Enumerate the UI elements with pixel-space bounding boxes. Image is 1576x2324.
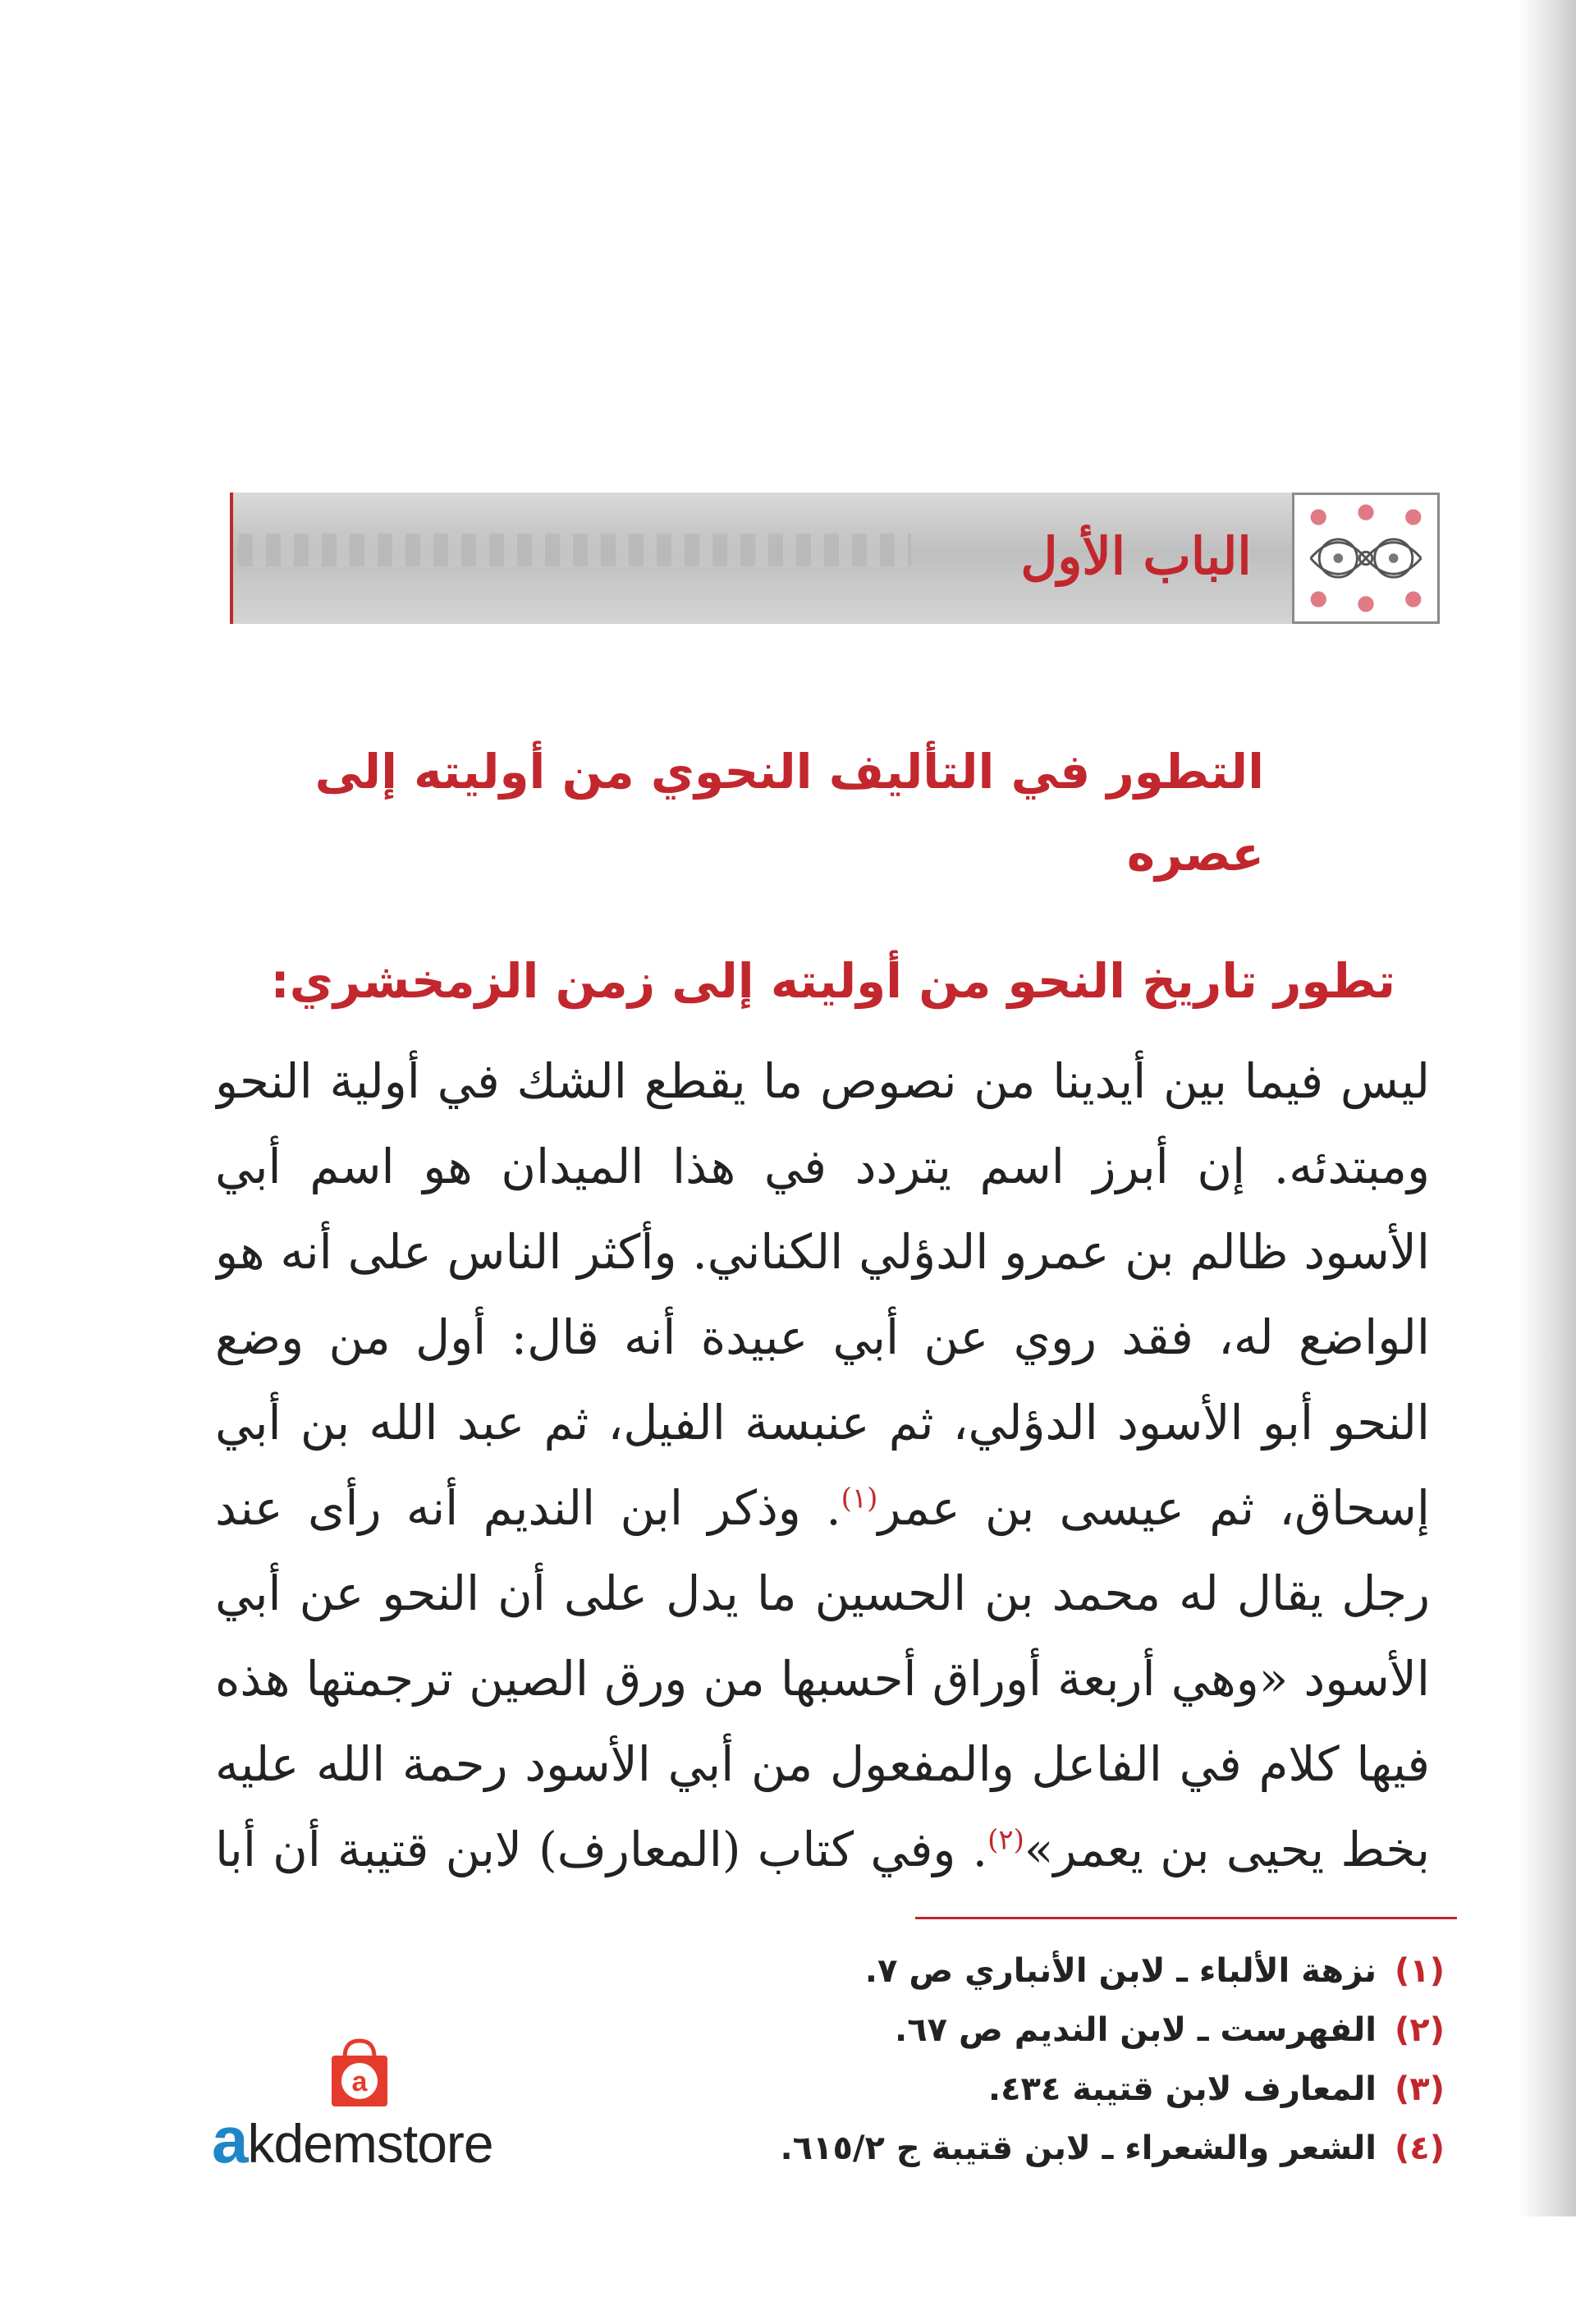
footnote-number: (٢) xyxy=(1395,2011,1445,2049)
footnote-text: الشعر والشعراء ـ لابن قتيبة ج ٦١٥/٢. xyxy=(780,2129,1377,2167)
footnote-text: نزهة الألباء ـ لابن الأنباري ص ٧. xyxy=(864,1952,1377,1990)
footnote-number: (١) xyxy=(1395,1952,1445,1990)
footnote-item xyxy=(739,2060,1445,2119)
section-heading: تطور تاريخ النحو من أوليته إلى زمن الزمخشري: xyxy=(270,953,1395,1009)
paragraph-text-3: . وفي كتاب (المعارف) لابن قتيبة أن أبا xyxy=(215,1822,988,1877)
footnote-item xyxy=(739,2001,1445,2060)
floral-ornament-icon xyxy=(1292,493,1440,624)
main-title: التطور في التأليف النحوي من أوليته إلى عصره xyxy=(314,744,1264,882)
shopping-bag-icon xyxy=(327,2036,392,2110)
footnote-number: (٤) xyxy=(1395,2129,1445,2167)
paragraph-text-1: ليس فيما بين أيدينا من نصوص ما يقطع الشك في أولية النحو ومبتدئه. إن أبرز اسم يتردد في هذا الميدان هو اسم أبي الأسود ظالم بن عمرو الدؤلي الكناني. وأكثر الناس على أنه هو الواضع له، فقد روي عن أبي عبيدة أنه قال: أول من وضع النحو أبو الأسود الدؤلي، ثم عنبسة الفيل، ثم عبد الله بن أبي إسحاق، ثم عيسى بن عمر xyxy=(215,1053,1430,1536)
logo-wordmark xyxy=(212,2103,557,2176)
akdemstore-logo[interactable] xyxy=(212,2036,557,2175)
paragraph-text-2: . وذكر ابن النديم أنه رأى عند رجل يقال له محمد بن الحسين ما يدل على أن النحو عن أبي الأسود «وهي أربعة أوراق أحسبها من ورق الصين ترجمتها هذه فيها كلام في الفاعل والمفعول من أبي الأسود رحمة الله عليه بخط يحيى بن يعمر» xyxy=(215,1480,1430,1877)
logo-wordmark-accent: a xyxy=(212,2103,248,2176)
body-paragraph xyxy=(215,1038,1430,1892)
footnote-divider xyxy=(915,1917,1457,1919)
banner-faded-text-strip xyxy=(238,534,911,566)
page-edge-shadow xyxy=(1519,0,1576,2216)
footnotes-list xyxy=(739,1941,1445,2188)
logo-wordmark-rest: kdemstore xyxy=(247,2113,493,2174)
footnote-item xyxy=(739,1941,1445,2001)
footnote-item xyxy=(739,2119,1445,2178)
footnote-number: (٣) xyxy=(1395,2070,1445,2108)
chapter-title: الباب الأول xyxy=(1020,526,1252,586)
footnote-ref-2[interactable]: (٢) xyxy=(987,1823,1024,1857)
footnote-text: الفهرست ـ لابن النديم ص ٦٧. xyxy=(895,2011,1377,2049)
logo-icon-letter: a xyxy=(351,2066,368,2097)
footnote-text: المعارف لابن قتيبة ٤٣٤. xyxy=(987,2070,1377,2108)
footnote-ref-1[interactable]: (١) xyxy=(841,1482,878,1515)
chapter-banner xyxy=(230,493,1440,624)
